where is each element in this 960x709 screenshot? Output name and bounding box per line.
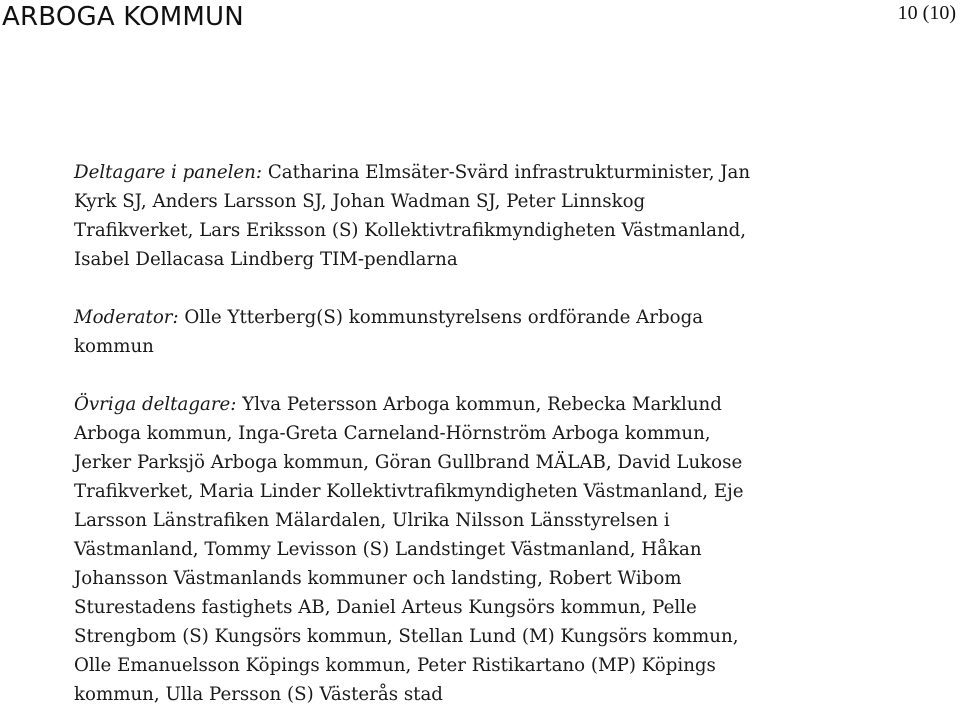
text-line: Jerker Parksjö Arboga kommun, Göran Gullbrand MÄLAB, David Lukose <box>74 452 743 473</box>
text-run: Ylva Petersson Arboga kommun, Rebecka Marklund <box>236 394 722 415</box>
text-run: Olle Ytterberg(S) kommunstyrelsens ordförande Arboga <box>178 307 704 328</box>
text-line: Trafikverket, Maria Linder Kollektivtrafikmyndigheten Västmanland, Eje <box>74 481 744 502</box>
text-line: Johansson Västmanlands kommuner och landsting, Robert Wibom <box>74 568 682 589</box>
text-line: Arboga kommun, Inga-Greta Carneland-Hörnström Arboga kommun, <box>74 423 711 444</box>
document-body <box>74 158 874 709</box>
text-line: Sturestadens fastighets AB, Daniel Arteus Kungsörs kommun, Pelle <box>74 597 697 618</box>
text-line: Olle Emanuelsson Köpings kommun, Peter Ristikartano (MP) Köpings <box>74 655 716 676</box>
other-participants-label: Övriga deltagare: <box>74 394 237 415</box>
moderator-paragraph <box>74 303 874 361</box>
text-line: Trafikverket, Lars Eriksson (S) Kollektivtrafikmyndigheten Västmanland, <box>74 220 747 241</box>
organization-name: ARBOGA KOMMUN <box>2 2 244 32</box>
text-line: Kyrk SJ, Anders Larsson SJ, Johan Wadman SJ, Peter Linnskog <box>74 191 646 212</box>
text-line: Isabel Dellacasa Lindberg TIM-pendlarna <box>74 249 458 270</box>
text-line: kommun, Ulla Persson (S) Västerås stad <box>74 684 443 705</box>
text-line: Strengbom (S) Kungsörs kommun, Stellan Lund (M) Kungsörs kommun, <box>74 626 739 647</box>
page-number: 10 (10) <box>897 2 956 24</box>
text-line <box>74 390 874 419</box>
text-line: kommun <box>74 336 154 357</box>
text-line: Västmanland, Tommy Levisson (S) Landstinget Västmanland, Håkan <box>74 539 702 560</box>
text-line <box>74 303 874 332</box>
text-line: Larsson Länstrafiken Mälardalen, Ulrika Nilsson Länsstyrelsen i <box>74 510 670 531</box>
text-line <box>74 158 874 187</box>
other-participants-paragraph <box>74 390 874 709</box>
page-header <box>0 0 960 40</box>
panel-participants-label: Deltagare i panelen: <box>74 162 263 183</box>
text-run: Catharina Elmsäter-Svärd infrastrukturminister, Jan <box>262 162 751 183</box>
panel-participants-paragraph <box>74 158 874 274</box>
moderator-label: Moderator: <box>74 307 179 328</box>
